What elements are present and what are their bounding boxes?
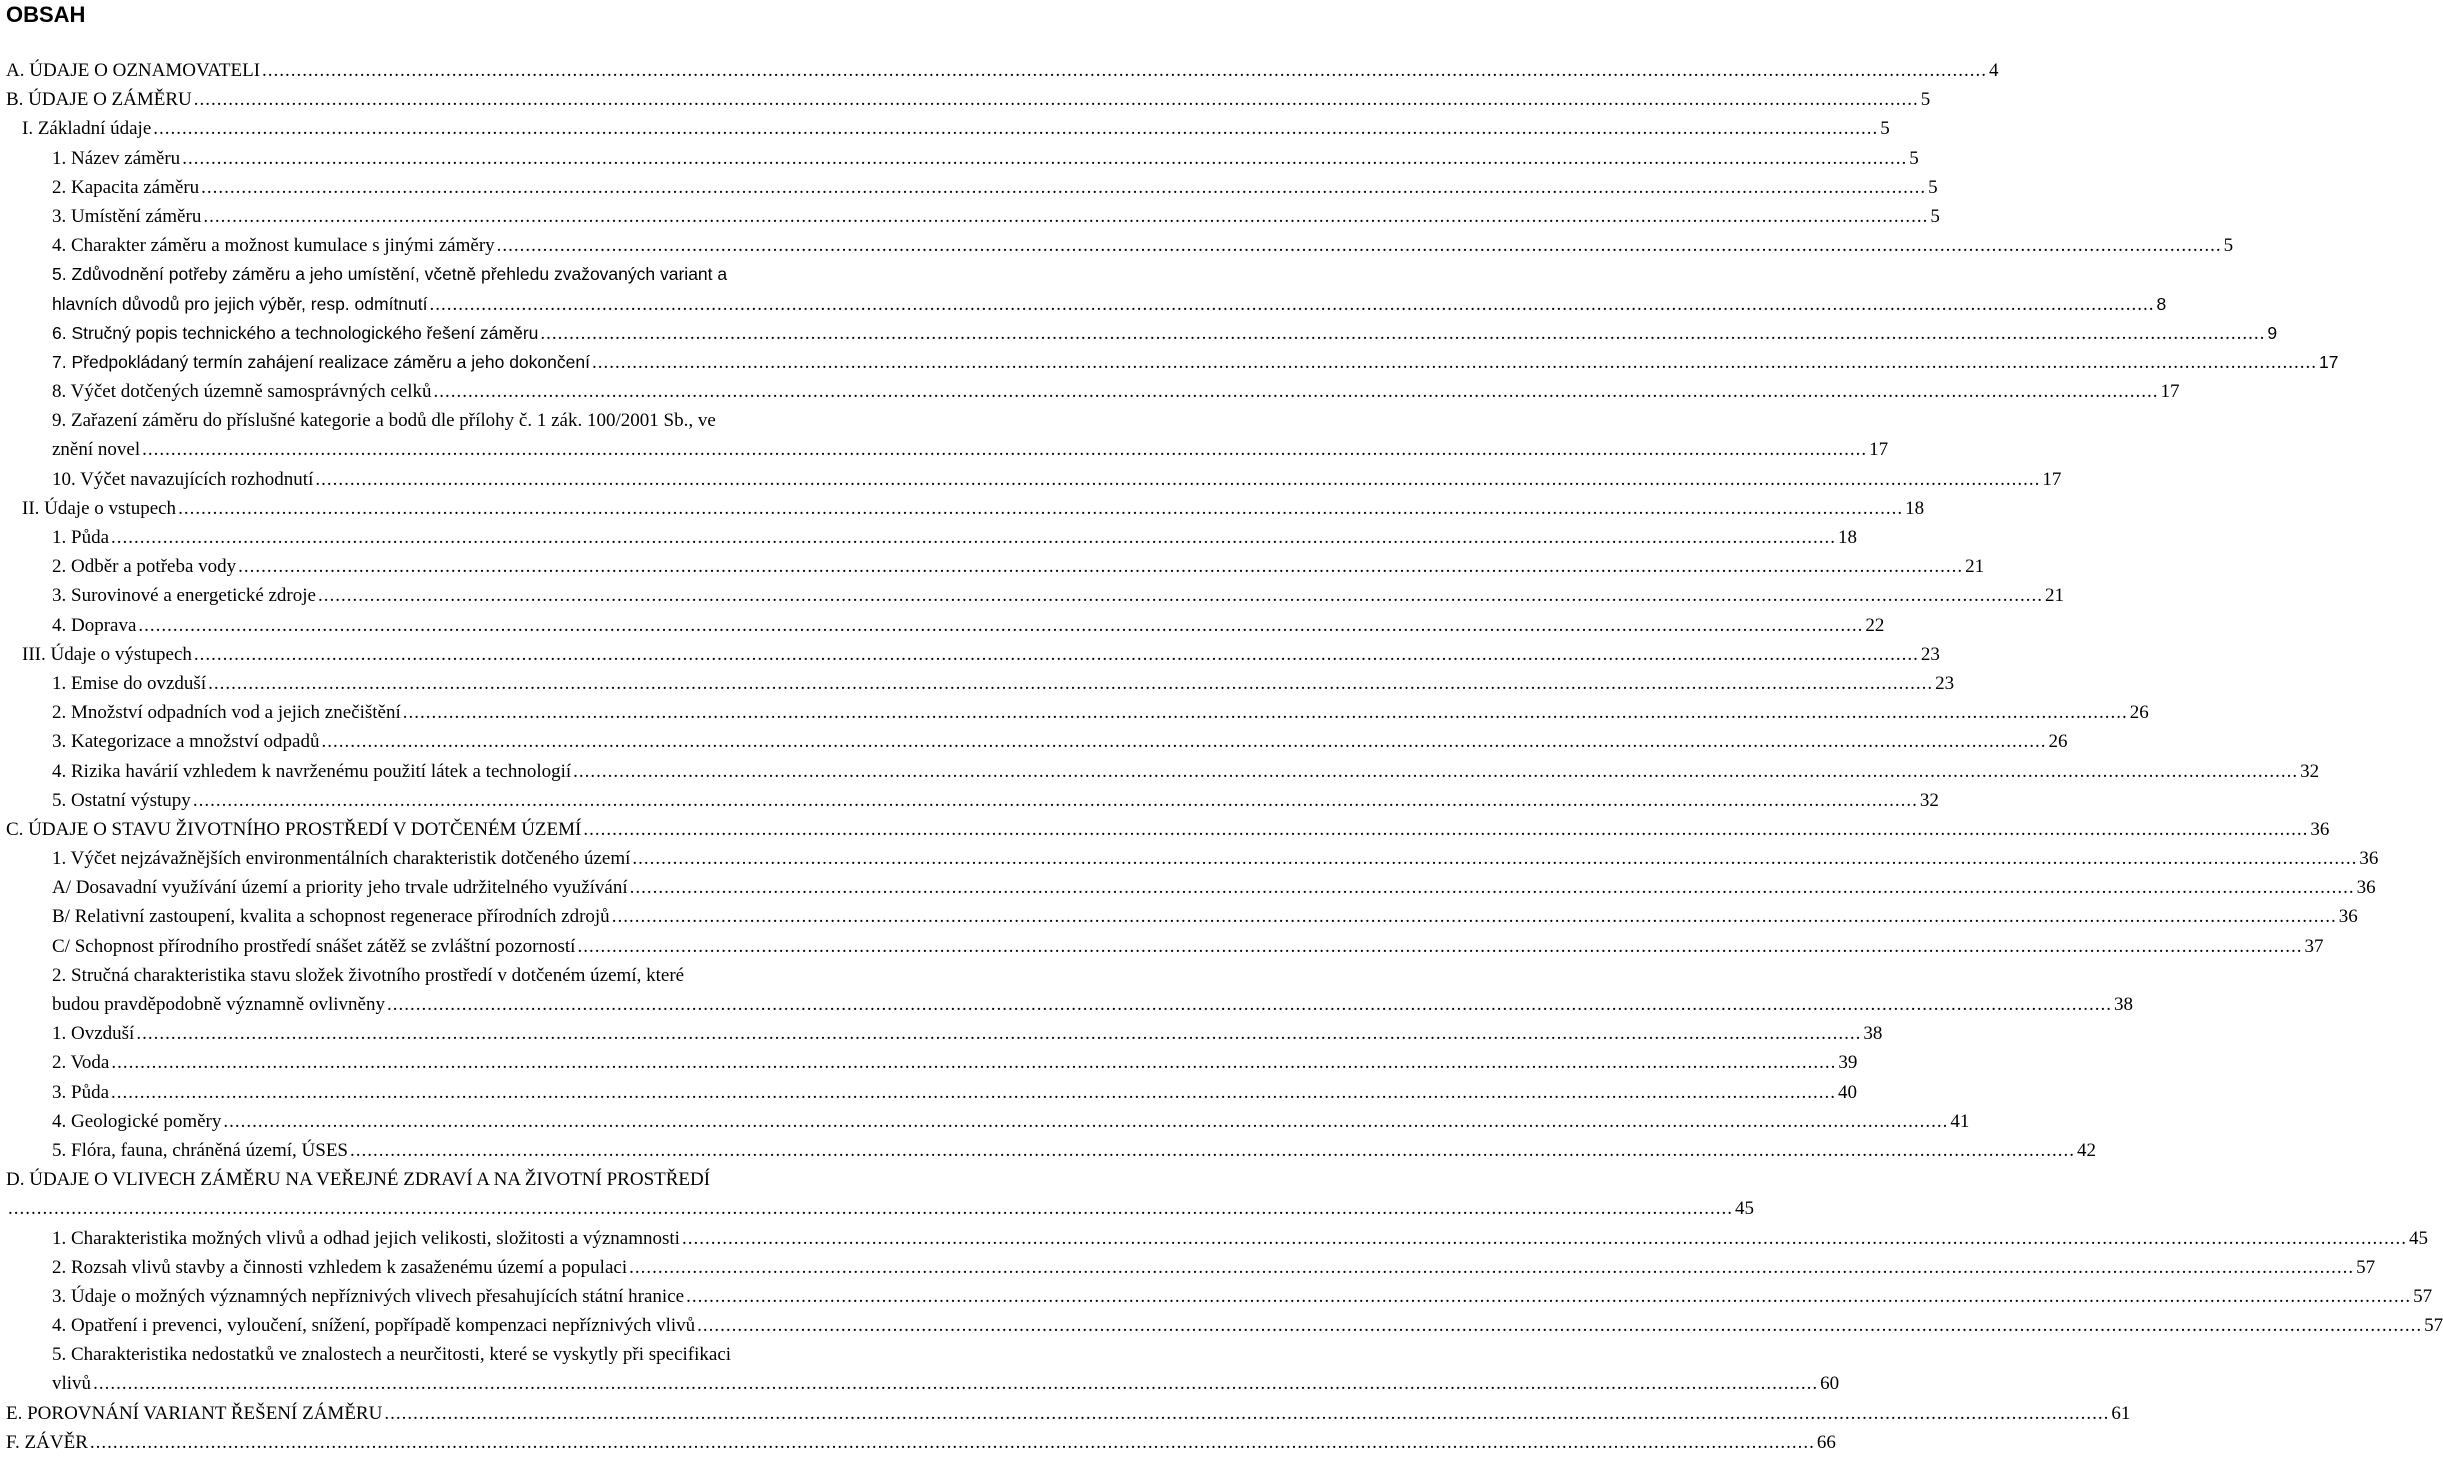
toc-page-number: 21 <box>2044 585 2064 607</box>
toc-page-number: 57 <box>2356 1256 2376 1278</box>
toc-page-number: 38 <box>2113 994 2133 1015</box>
toc-entry-text: 4. Doprava <box>52 614 137 636</box>
toc-page-number: 5 <box>1928 176 1938 198</box>
dot-leader: ............................................................................................................................................................................................................................................................................................................ <box>201 176 1927 198</box>
toc-entry[interactable] <box>0 1369 1840 1398</box>
toc-entry-text: II. Údaje o vstupech <box>22 497 177 519</box>
toc-page-number: 26 <box>2129 702 2149 724</box>
toc-entry[interactable] <box>0 844 2379 873</box>
toc-page-number: 45 <box>1735 1198 1754 1220</box>
toc-page-number: 39 <box>1838 1052 1858 1074</box>
toc-entry-text: C/ Schopnost přírodního prostředí snášet zátěž se zvláštní pozorností <box>52 935 576 957</box>
toc-entry[interactable] <box>0 494 1925 523</box>
dot-leader: ............................................................................................................................................................................................................................................................................................................ <box>402 702 2128 724</box>
toc-entry-text: 1. Výčet nejzávažnějších environmentálních charakteristik dotčeného území <box>52 848 631 870</box>
toc-page-number: 66 <box>1816 1431 1836 1453</box>
dot-leader: ............................................................................................................................................................................................................................................................................................................ <box>208 672 1934 694</box>
toc-page-number: 18 <box>1838 527 1857 548</box>
dot-leader: ............................................................................................................................................................................................................................................................................................................ <box>496 235 2222 257</box>
toc-entry[interactable] <box>0 1224 2428 1253</box>
toc-entry-text: 7. Předpokládaný termín zahájení realizace záměru a jeho dokončení <box>52 351 590 372</box>
toc-entry-text: 5. Flóra, fauna, chráněná území, ÚSES <box>52 1139 348 1161</box>
toc-page-number: 5 <box>1880 118 1890 140</box>
toc-entry-text: 5. Charakteristika nedostatků ve znalostech a neurčitosti, které se vyskytly při specifikaci <box>52 1344 732 1366</box>
dot-leader: ............................................................................................................................................................................................................................................................................................................ <box>136 1023 1862 1045</box>
toc-entry[interactable] <box>0 815 2330 844</box>
toc-page-number: 36 <box>2356 877 2376 899</box>
toc-entry-text: vlivů <box>52 1373 92 1395</box>
dot-leader: ............................................................................................................................................................................................................................................................................................................ <box>317 585 2043 607</box>
table-of-contents <box>0 56 2443 1457</box>
toc-entry-text: 2. Odběr a potřeba vody <box>52 556 237 578</box>
toc-page-number: 8 <box>2156 293 2167 314</box>
toc-entry[interactable] <box>0 698 2149 727</box>
toc-entry-text: 3. Údaje o možných významných nepříznivých vlivech přesahujících státní hranice <box>52 1285 685 1307</box>
toc-page-number: 38 <box>1863 1023 1883 1045</box>
toc-entry-text: 1. Půda <box>52 527 109 548</box>
dot-leader: ............................................................................................................................................................................................................................................................................................................ <box>686 1285 2412 1307</box>
dot-leader: ............................................................................................................................................................................................................................................................................................................ <box>192 789 1918 811</box>
toc-entry-text: 2. Množství odpadních vod a jejich znečištění <box>52 702 401 724</box>
dot-leader: ............................................................................................................................................................................................................................................................................................................ <box>111 527 1836 548</box>
toc-entry[interactable] <box>0 319 2278 348</box>
dot-leader: ............................................................................................................................................................................................................................................................................................................ <box>178 497 1904 519</box>
dot-leader: ............................................................................................................................................................................................................................................................................................................ <box>573 760 2299 782</box>
toc-entry[interactable] <box>0 1136 2096 1165</box>
toc-page-number: 5 <box>1930 205 1940 227</box>
toc-page-number: 61 <box>2111 1402 2131 1424</box>
toc-entry[interactable] <box>0 902 2358 931</box>
toc-page-number: 23 <box>1920 643 1940 665</box>
dot-leader: ............................................................................................................................................................................................................................................................................................................ <box>111 1081 1836 1103</box>
dot-leader: ............................................................................................................................................................................................................................................................................................................ <box>350 1139 2075 1161</box>
toc-entry[interactable] <box>0 552 1985 581</box>
toc-entry-text: E. POROVNÁNÍ VARIANT ŘEŠENÍ ZÁMĚRU <box>6 1402 383 1424</box>
toc-page-number: 60 <box>1820 1373 1840 1395</box>
toc-entry[interactable] <box>0 1107 1970 1136</box>
toc-entry-text: hlavních důvodů pro jejich výběr, resp. odmítnutí <box>52 293 428 314</box>
toc-entry-text: budou pravděpodobně významně ovlivněny <box>52 994 385 1015</box>
toc-entry[interactable] <box>0 144 1919 173</box>
toc-entry-text: 4. Geologické poměry <box>52 1110 222 1132</box>
dot-leader: ............................................................................................................................................................................................................................................................................................................ <box>142 439 1868 461</box>
toc-page-number: 21 <box>1965 556 1985 578</box>
toc-page-number: 57 <box>2424 1315 2443 1337</box>
toc-entry-text: 8. Výčet dotčených územně samosprávných celků <box>52 381 432 403</box>
toc-entry[interactable] <box>0 1311 2443 1340</box>
toc-entry-line <box>0 406 960 435</box>
toc-entry-text: 3. Půda <box>52 1081 109 1103</box>
dot-leader: ............................................................................................................................................................................................................................................................................................................ <box>540 322 2266 344</box>
toc-entry[interactable] <box>0 873 2376 902</box>
dot-leader: ............................................................................................................................................................................................................................................................................................................ <box>697 1315 2423 1337</box>
toc-entry-text: 2. Kapacita záměru <box>52 176 200 198</box>
toc-entry-text: A. ÚDAJE O OZNAMOVATELI <box>6 60 261 81</box>
toc-entry-text: 4. Opatření i prevenci, vyloučení, snížení, popřípadě kompenzaci nepříznivých vlivů <box>52 1315 696 1337</box>
dot-leader: ............................................................................................................................................................................................................................................................................................................ <box>577 935 2303 957</box>
toc-page-number: 26 <box>2048 731 2068 753</box>
toc-entry[interactable] <box>0 581 2064 610</box>
toc-page-number: 17 <box>2042 468 2062 490</box>
toc-entry-text: III. Údaje o výstupech <box>22 643 192 665</box>
toc-entry[interactable] <box>0 1399 2131 1428</box>
toc-entry-text: 1. Ovzduší <box>52 1023 135 1045</box>
toc-entry-text: 5. Zdůvodnění potřeby záměru a jeho umístění, včetně přehledu zvažovaných variant a <box>52 264 728 285</box>
toc-entry[interactable] <box>0 348 2339 377</box>
toc-entry-text: I. Základní údaje <box>22 118 152 140</box>
dot-leader: ............................................................................................................................................................................................................................................................................................................ <box>321 731 2047 753</box>
toc-page-number: 5 <box>1909 147 1919 169</box>
toc-entry-text: 4. Charakter záměru a možnost kumulace s jinými záměry <box>52 235 495 257</box>
toc-entry[interactable] <box>0 1253 2376 1282</box>
toc-entry[interactable] <box>0 990 2133 1019</box>
toc-entry[interactable] <box>0 85 1931 114</box>
toc-entry[interactable] <box>0 1428 1836 1457</box>
dot-leader: ............................................................................................................................................................................................................................................................................................................ <box>193 643 1919 665</box>
toc-entry-text: B. ÚDAJE O ZÁMĚRU <box>6 89 192 111</box>
toc-entry-text: 3. Umístění záměru <box>52 205 202 227</box>
dot-leader: ............................................................................................................................................................................................................................................................................................................ <box>629 1256 2355 1278</box>
toc-entry-text: 6. Stručný popis technického a technologického řešení záměru <box>52 322 539 343</box>
toc-page-number: 17 <box>2160 381 2180 403</box>
toc-page-number: 37 <box>2304 935 2324 957</box>
toc-entry-text: B/ Relativní zastoupení, kvalita a schopnost regenerace přírodních zdrojů <box>52 906 610 928</box>
toc-page-number: 22 <box>1865 614 1885 636</box>
toc-page-number: 4 <box>1989 60 1999 81</box>
dot-leader: ............................................................................................................................................................................................................................................................................................................ <box>153 118 1879 140</box>
toc-entry[interactable] <box>0 465 2062 494</box>
toc-page-number: 18 <box>1905 497 1925 519</box>
toc-entry[interactable] <box>0 377 2180 406</box>
toc-page-number: 42 <box>2077 1139 2096 1161</box>
toc-page-number: 45 <box>2408 1227 2428 1249</box>
toc-page-number: 17 <box>2318 351 2339 372</box>
toc-entry-text: D. ÚDAJE O VLIVECH ZÁMĚRU NA VEŘEJNÉ ZDRAVÍ A NA ŽIVOTNÍ PROSTŘEDÍ <box>6 1169 711 1191</box>
toc-page-number: 40 <box>1838 1081 1857 1103</box>
toc-entry[interactable] <box>0 290 2167 319</box>
toc-entry[interactable] <box>0 523 1857 552</box>
dot-leader: ............................................................................................................................................................................................................................................................................................................ <box>203 205 1929 227</box>
toc-entry-text: 1. Název záměru <box>52 147 181 169</box>
toc-entry[interactable] <box>0 114 1890 143</box>
toc-entry[interactable] <box>0 640 1940 669</box>
page-title: OBSAH <box>6 2 86 27</box>
dot-leader: ............................................................................................................................................................................................................................................................................................................ <box>8 1198 1733 1220</box>
dot-leader: ............................................................................................................................................................................................................................................................................................................ <box>591 351 2317 373</box>
toc-entry[interactable] <box>0 173 1938 202</box>
toc-entry-text: 2. Voda <box>52 1052 110 1074</box>
toc-entry-text: C. ÚDAJE O STAVU ŽIVOTNÍHO PROSTŘEDÍ V DOTČENÉM ÚZEMÍ <box>6 818 582 840</box>
toc-entry[interactable] <box>0 669 1955 698</box>
toc-entry-text: znění novel <box>52 439 141 461</box>
toc-page-number: 41 <box>1950 1110 1970 1132</box>
toc-entry[interactable] <box>0 786 1939 815</box>
toc-entry[interactable] <box>0 435 1889 464</box>
toc-entry-text: 9. Zařazení záměru do příslušné kategorie a bodů dle přílohy č. 1 zák. 100/2001 Sb., ve <box>52 410 716 432</box>
toc-entry-text: 10. Výčet navazujících rozhodnutí <box>52 468 314 490</box>
toc-entry[interactable] <box>0 611 1885 640</box>
toc-page-number: 23 <box>1935 672 1955 694</box>
dot-leader: ............................................................................................................................................................................................................................................................................................................ <box>93 1373 1819 1395</box>
toc-entry[interactable] <box>0 757 2320 786</box>
toc-entry-text: 4. Rizika havárií vzhledem k navrženému použití látek a technologií <box>52 760 572 782</box>
toc-entry-text: 2. Stručná charakteristika stavu složek životního prostředí v dotčeném území, které <box>52 964 685 986</box>
toc-page-number: 36 <box>2359 848 2379 870</box>
toc-entry[interactable] <box>0 202 1940 231</box>
toc-entry[interactable] <box>0 1048 1858 1077</box>
dot-leader: ............................................................................................................................................................................................................................................................................................................ <box>193 89 1919 111</box>
toc-entry-line <box>0 1165 960 1194</box>
dot-leader: ............................................................................................................................................................................................................................................................................................................ <box>632 848 2358 870</box>
toc-page-number: 36 <box>2338 906 2358 928</box>
toc-page-number: 32 <box>2300 760 2320 782</box>
dot-leader: ............................................................................................................................................................................................................................................................................................................ <box>138 614 1864 636</box>
toc-entry[interactable] <box>0 727 2068 756</box>
toc-entry-text: 3. Surovinové a energetické zdroje <box>52 585 316 607</box>
toc-entry-text: 1. Emise do ovzduší <box>52 672 207 694</box>
toc-entry-text: A/ Dosavadní využívání území a priority jeho trvale udržitelného využívání <box>52 877 628 899</box>
dot-leader: ............................................................................................................................................................................................................................................................................................................ <box>111 1052 1837 1074</box>
toc-entry-line <box>0 260 960 289</box>
toc-page-number: 17 <box>1869 439 1889 461</box>
toc-page-number: 5 <box>1920 89 1931 111</box>
toc-page-number: 9 <box>2267 322 2278 343</box>
dot-leader: ............................................................................................................................................................................................................................................................................................................ <box>429 293 2155 315</box>
dot-leader: ............................................................................................................................................................................................................................................................................................................ <box>182 147 1908 169</box>
dot-leader: ............................................................................................................................................................................................................................................................................................................ <box>238 556 1964 578</box>
toc-page-number: 57 <box>2413 1285 2433 1307</box>
toc-entry-line <box>0 1340 960 1369</box>
toc-entry-text: 5. Ostatní výstupy <box>52 789 191 811</box>
toc-entry[interactable] <box>0 231 2234 260</box>
dot-leader: ............................................................................................................................................................................................................................................................................................................ <box>89 1431 1815 1453</box>
dot-leader: ............................................................................................................................................................................................................................................................................................................ <box>262 60 1988 81</box>
toc-entry[interactable] <box>0 1194 1754 1223</box>
toc-page-number: 32 <box>1919 789 1939 811</box>
toc-entry-text: 1. Charakteristika možných vlivů a odhad jejich velikosti, složitosti a významnosti <box>52 1227 680 1249</box>
dot-leader: ............................................................................................................................................................................................................................................................................................................ <box>433 381 2159 403</box>
dot-leader: ............................................................................................................................................................................................................................................................................................................ <box>681 1227 2407 1249</box>
toc-entry-text: 3. Kategorizace a množství odpadů <box>52 731 320 753</box>
toc-entry-text: F. ZÁVĚR <box>6 1431 88 1453</box>
dot-leader: ............................................................................................................................................................................................................................................................................................................ <box>223 1110 1949 1132</box>
toc-entry-text: 2. Rozsah vlivů stavby a činnosti vzhledem k zasaženému území a populaci <box>52 1256 628 1278</box>
toc-entry[interactable] <box>0 932 2324 961</box>
dot-leader: ............................................................................................................................................................................................................................................................................................................ <box>629 877 2355 899</box>
dot-leader: ............................................................................................................................................................................................................................................................................................................ <box>315 468 2041 490</box>
dot-leader: ............................................................................................................................................................................................................................................................................................................ <box>611 906 2337 928</box>
toc-page-number: 5 <box>2223 235 2234 257</box>
toc-entry[interactable] <box>0 1078 1857 1107</box>
dot-leader: ............................................................................................................................................................................................................................................................................................................ <box>384 1402 2110 1424</box>
dot-leader: ............................................................................................................................................................................................................................................................................................................ <box>583 818 2309 840</box>
toc-page-number: 36 <box>2310 818 2330 840</box>
dot-leader: ............................................................................................................................................................................................................................................................................................................ <box>386 994 2112 1015</box>
toc-entry[interactable] <box>0 1019 1883 1048</box>
toc-entry-line <box>0 961 960 990</box>
toc-entry[interactable] <box>0 1282 2433 1311</box>
toc-entry[interactable] <box>0 56 1999 85</box>
